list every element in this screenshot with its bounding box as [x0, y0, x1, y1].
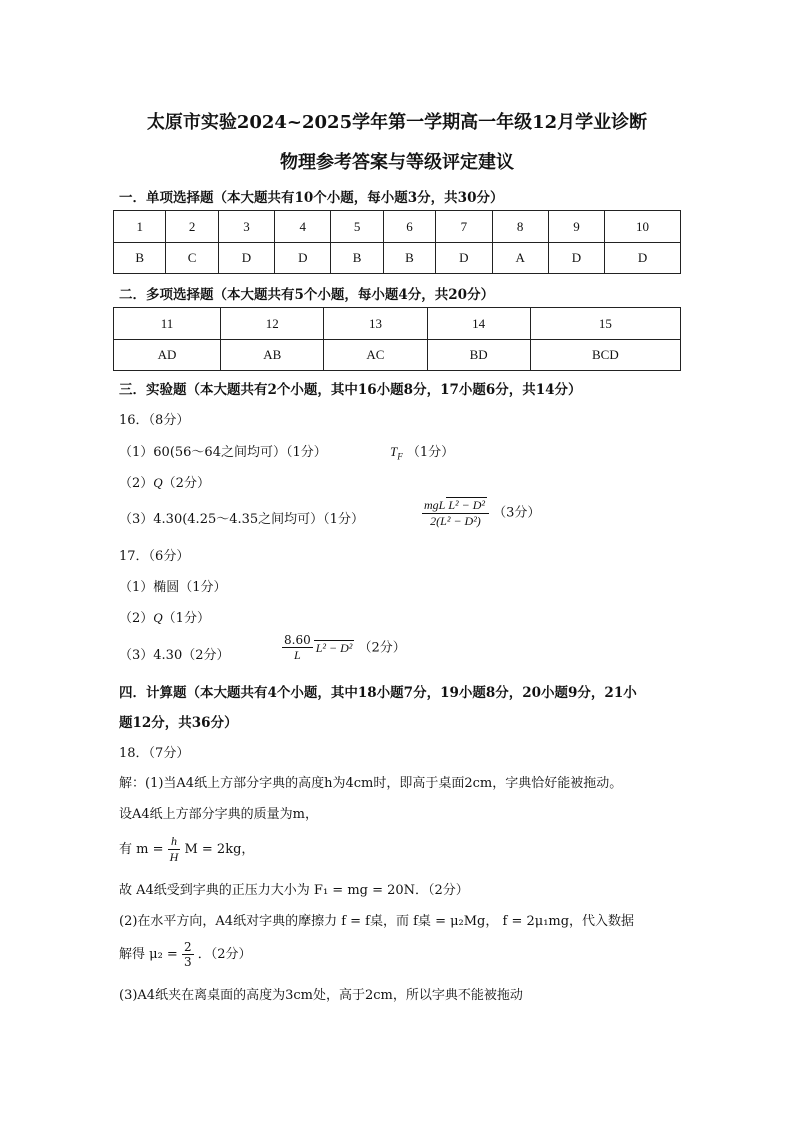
- fraction-denominator: 2(L² − D²): [430, 514, 481, 528]
- fraction-numerator: 2: [183, 940, 192, 954]
- table-cell: D: [548, 243, 604, 274]
- table-cell: 10: [605, 211, 681, 243]
- q18-head: 18．（7分）: [119, 746, 190, 761]
- table-cell: B: [331, 243, 383, 274]
- math-var: Q: [153, 475, 163, 490]
- single-choice-table: [113, 210, 681, 274]
- table-cell: C: [166, 243, 218, 274]
- q18-line-7: (3)A4纸夹在离桌面的高度为3cm处，高于2cm，所以字典不能被拖动: [119, 988, 523, 1003]
- score-label: （1分）: [406, 445, 455, 460]
- table-cell: 7: [436, 211, 492, 243]
- sqrt: L² − D²: [315, 640, 353, 655]
- fraction: [282, 633, 313, 663]
- q18-line-4: 故 A4纸受到字典的正压力大小为 F₁ = mg = 20N．（2分）: [119, 883, 469, 898]
- q16-answer-3: （3）4.30(4.25～4.35之间均可）（1分）: [119, 512, 364, 527]
- q16-head: 16．（8分）: [119, 413, 190, 428]
- table-cell: D: [436, 243, 492, 274]
- table-row: [114, 340, 681, 371]
- table-cell: B: [383, 243, 435, 274]
- formula-suffix: ．（2分）: [197, 947, 252, 962]
- q17-answer-2: [119, 607, 210, 626]
- q17-formula: [282, 633, 406, 663]
- q16-answer-1b: [390, 441, 454, 462]
- table-cell: D: [218, 243, 274, 274]
- table-cell: 6: [383, 211, 435, 243]
- table-cell: 14: [427, 308, 530, 340]
- q16-formula: [422, 497, 540, 529]
- table-cell: 1: [114, 211, 166, 243]
- fraction-denominator: H: [169, 850, 179, 864]
- math-sub: F: [397, 451, 403, 462]
- q18-line-1: 解：(1)当A4纸上方部分字典的高度h为4cm时，即高于桌面2cm，字典恰好能被拖动。: [119, 776, 623, 791]
- table-cell: AD: [114, 340, 221, 371]
- table-cell: 11: [114, 308, 221, 340]
- fraction: [422, 497, 489, 529]
- q18-line-2: 设A4纸上方部分字典的质量为m，: [119, 807, 318, 822]
- q16-answer-1: （1）60(56～64之间均可）（1分）: [119, 445, 327, 460]
- table-cell: 12: [221, 308, 324, 340]
- fraction-numerator: [422, 497, 489, 514]
- title-line1: 太原市实验2024~2025学年第一学期高一年级12月学业诊断: [146, 112, 648, 133]
- fraction-numerator: 8.60: [284, 633, 311, 647]
- fraction: [182, 940, 194, 969]
- q18-line-3: [119, 834, 254, 865]
- math-var: T: [390, 444, 398, 459]
- table-cell: D: [275, 243, 331, 274]
- q18-line-6: [119, 940, 252, 969]
- section1-heading: 一．单项选择题（本大题共有10个小题，每小题3分，共30分）: [119, 190, 504, 206]
- table-cell: 4: [275, 211, 331, 243]
- table-cell: 15: [530, 308, 680, 340]
- table-row: [114, 308, 681, 340]
- table-cell: 13: [324, 308, 427, 340]
- fraction-numerator: h: [168, 834, 181, 850]
- fraction-denominator: 3: [183, 955, 192, 969]
- score-label: （3分）: [493, 505, 541, 521]
- table-cell: 5: [331, 211, 383, 243]
- q17-head: 17．（6分）: [119, 549, 190, 564]
- q16-answer-2: [119, 472, 210, 491]
- answer-prefix: （2）: [119, 611, 154, 626]
- table-cell: AC: [324, 340, 427, 371]
- math-var: Q: [153, 610, 163, 625]
- q18-line-5: (2)在水平方向，A4纸对字典的摩擦力 f = f桌，而 f桌 = μ₂Mg， f = 2μ₁mg，代入数据: [119, 914, 635, 929]
- table-cell: BD: [427, 340, 530, 371]
- score-label: （2分）: [358, 640, 406, 656]
- formula-prefix: 解得 μ₂ =: [119, 947, 178, 962]
- section4-heading-line2: 题12分，共36分）: [119, 715, 238, 731]
- section4-heading-line1: 四．计算题（本大题共有4个小题，其中18小题7分，19小题8分，20小题9分，21小: [119, 685, 637, 701]
- table-cell: AB: [221, 340, 324, 371]
- answer-prefix: （2）: [119, 476, 154, 491]
- title-line2: 物理参考答案与等级评定建议: [280, 152, 514, 173]
- table-row: [114, 243, 681, 274]
- score-label: （2分）: [162, 476, 210, 491]
- table-cell: A: [492, 243, 548, 274]
- table-cell: 2: [166, 211, 218, 243]
- sqrt: L² − D²: [448, 498, 485, 512]
- fraction: [168, 834, 181, 865]
- table-cell: B: [114, 243, 166, 274]
- formula-suffix: M = 2kg，: [184, 842, 255, 857]
- table-row: [114, 211, 681, 243]
- numerator-text: mgL: [424, 498, 446, 512]
- formula-prefix: 有 m =: [119, 842, 164, 857]
- table-cell: 3: [218, 211, 274, 243]
- table-cell: BCD: [530, 340, 680, 371]
- fraction-denominator: L: [294, 648, 301, 662]
- q17-answer-1: （1）椭圆（1分）: [119, 580, 227, 595]
- score-label: （1分）: [162, 611, 210, 626]
- section2-heading: 二．多项选择题（本大题共有5个小题，每小题4分，共20分）: [119, 287, 495, 303]
- section3-heading: 三．实验题（本大题共有2个小题，其中16小题8分，17小题6分，共14分）: [119, 382, 582, 398]
- table-cell: 8: [492, 211, 548, 243]
- q17-answer-3: （3）4.30（2分）: [119, 648, 230, 663]
- table-cell: D: [605, 243, 681, 274]
- table-cell: 9: [548, 211, 604, 243]
- multiple-choice-table: [113, 307, 681, 371]
